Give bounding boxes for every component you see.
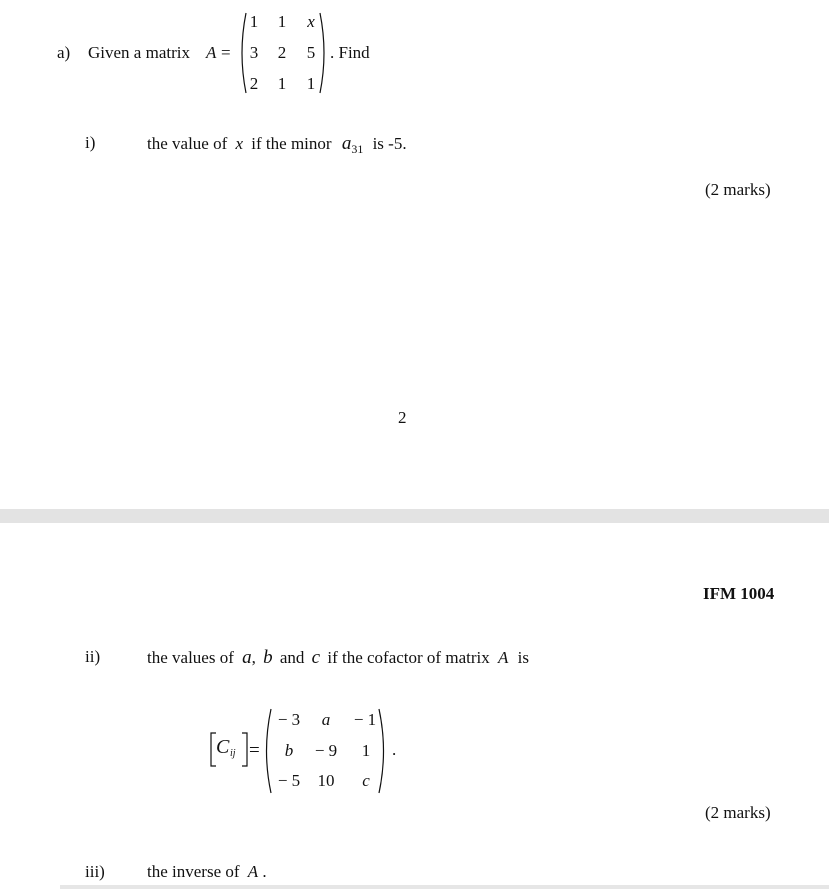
course-code-header: IFM 1004 xyxy=(703,584,775,603)
question-i-text-1: the value of xyxy=(147,134,228,153)
question-iii-period: . xyxy=(262,862,267,881)
cofactor-symbol: C xyxy=(216,736,230,758)
comma: , xyxy=(251,648,256,667)
question-i-text-2: if the minor xyxy=(251,134,332,153)
question-ii-text-1: the values of xyxy=(147,648,234,667)
matrix-a-cell: 1 xyxy=(277,12,287,31)
cofactor-lhs xyxy=(209,730,261,770)
question-i-text xyxy=(147,133,407,157)
minor-symbol: a xyxy=(341,133,352,154)
variable-x: x xyxy=(235,134,244,153)
matrix-a-cell: 2 xyxy=(277,43,287,62)
question-ii-number: ii) xyxy=(85,647,101,666)
matrix-a xyxy=(237,10,329,96)
part-a-find: . Find xyxy=(330,43,370,62)
question-i-text-3: is -5. xyxy=(372,134,407,153)
and-word: and xyxy=(279,648,305,667)
question-ii-text xyxy=(147,647,529,669)
question-i-number: i) xyxy=(85,133,96,152)
cofactor-cell: 1 xyxy=(361,741,371,760)
page-break xyxy=(0,509,829,523)
matrix-a-cell: 1 xyxy=(277,74,287,93)
cofactor-cell: − 5 xyxy=(277,771,301,790)
matrix-a-cell: 1 xyxy=(306,74,316,93)
cofactor-cell: − 1 xyxy=(353,710,377,729)
question-iii-text-1: the inverse of xyxy=(147,862,240,881)
matrix-a-cell: 3 xyxy=(249,43,259,62)
cofactor-cell: b xyxy=(284,741,294,760)
matrix-a-cell: 5 xyxy=(306,43,316,62)
question-iii-number: iii) xyxy=(85,862,105,881)
cofactor-matrix xyxy=(261,706,391,796)
cofactor-subscript: ij xyxy=(230,748,236,759)
matrix-a-cell: 1 xyxy=(249,12,259,31)
page-number: 2 xyxy=(398,408,407,427)
cofactor-cell: c xyxy=(362,771,370,790)
minor-subscript: 31 xyxy=(351,142,364,156)
matrix-name-a: A xyxy=(247,862,259,881)
marks-label: (2 marks) xyxy=(705,180,771,199)
question-ii-text-3: is xyxy=(517,648,529,667)
cofactor-period: . xyxy=(392,740,397,759)
cofactor-cell: − 3 xyxy=(277,710,301,729)
part-a-intro: Given a matrix xyxy=(88,43,190,62)
matrix-a-cell: x xyxy=(307,12,315,31)
marks-label: (2 marks) xyxy=(705,803,771,822)
variable-a: a xyxy=(242,647,252,668)
cofactor-equals: = xyxy=(249,740,260,761)
question-iii-text xyxy=(147,862,267,882)
cofactor-cell: − 9 xyxy=(314,741,338,760)
cofactor-cell: 10 xyxy=(317,771,335,790)
variable-b: b xyxy=(263,647,273,668)
variable-c: c xyxy=(311,647,321,668)
matrix-a-cell: 2 xyxy=(249,74,259,93)
part-a-label: a) xyxy=(57,43,71,62)
matrix-name-a: A xyxy=(206,43,217,62)
cofactor-cell: a xyxy=(321,710,331,729)
matrix-name-a: A xyxy=(497,648,509,667)
equals-sign: = xyxy=(221,43,231,62)
question-ii-text-2: if the cofactor of matrix xyxy=(327,648,490,667)
page-bottom-edge xyxy=(60,885,829,889)
